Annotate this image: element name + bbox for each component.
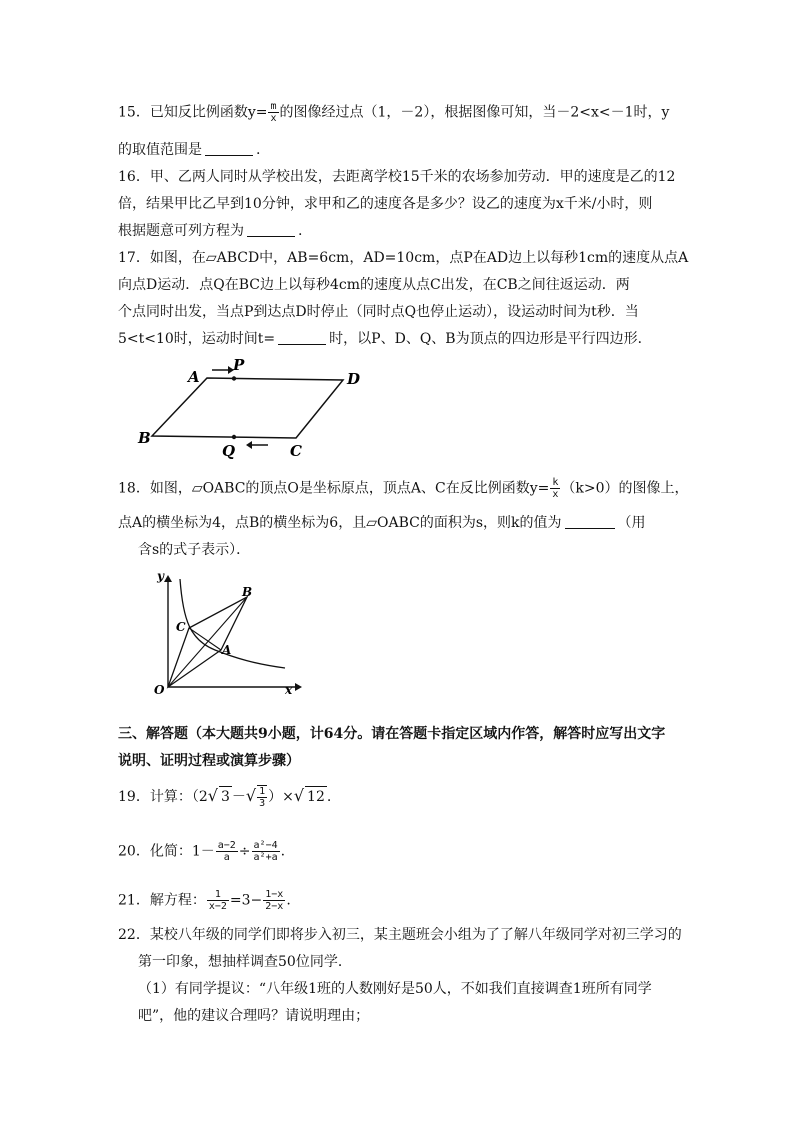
axis-label-x: x <box>285 683 293 697</box>
q19-radicand-1: 3 <box>219 786 232 807</box>
q19-radical-2: √ <box>245 786 257 805</box>
q18-line3: 含s的式子表示）． <box>138 542 251 558</box>
point-q-dot <box>232 435 236 439</box>
q15-frac-den: x <box>270 113 277 124</box>
q20-expression <box>118 840 678 863</box>
q20-frac1-num: a−2 <box>217 840 236 851</box>
q19-expression <box>118 785 678 809</box>
q17-parallelogram-figure <box>130 355 370 465</box>
q21-fraction-1 <box>207 889 229 912</box>
q16-text-end: . <box>298 223 303 239</box>
q21-prefix: 21．解方程： <box>118 892 206 909</box>
q18-text-a: 18．如图，▱OABC的顶点O是坐标原点，顶点A、C在反比例函数y= <box>118 480 550 497</box>
q18-fraction <box>550 477 560 500</box>
q18-line2 <box>118 513 678 533</box>
q18-coordinate-figure <box>135 565 305 700</box>
axis-label-y: y <box>157 569 164 583</box>
y-axis-arrow <box>164 575 172 582</box>
q15-frac-num: m <box>270 101 277 112</box>
q19-frac-num: 1 <box>259 786 266 797</box>
q19-fraction <box>257 785 267 809</box>
q17-line2: 向点D运动．点Q在BC边上以每秒4cm的速度从点C出发，在CB之间往返运动．两 <box>118 277 630 293</box>
q18-answer-blank[interactable] <box>565 514 615 529</box>
q20-frac2-den: a²+a <box>253 852 278 863</box>
q21-fraction-2 <box>263 889 285 912</box>
label-d: D <box>347 370 361 388</box>
q16-line2: 倍，结果甲比乙早到10分钟，求甲和乙的速度各是多少？设乙的速度为x千米/小时，则 <box>118 196 653 212</box>
label-c: C <box>290 442 302 460</box>
q17-line4 <box>118 329 678 349</box>
q15-answer-blank[interactable] <box>205 141 253 156</box>
q15-text-c: 的取值范围是 <box>118 142 202 158</box>
q16-text: 根据题意可列方程为 <box>118 223 244 239</box>
q15-text-b: 的图像经过点（1，－2），根据图像可知，当－2<x<－1时，y <box>279 104 670 121</box>
q18-text-b: （k>0）的图像上， <box>561 480 689 497</box>
q18-text-c: 点A的横坐标为4，点B的横坐标为6，且▱OABC的面积为s，则k的值为 <box>118 515 562 531</box>
q21-frac2-den: 2−x <box>265 901 284 912</box>
q20-frac2-num: a²−4 <box>253 840 278 851</box>
q18-text-d: （用 <box>617 515 646 531</box>
q19-frac-den: 3 <box>259 798 266 809</box>
label-b: B <box>138 429 151 447</box>
label-o: O <box>154 683 165 697</box>
q20-prefix: 20．化简：1－ <box>118 843 215 860</box>
q17-text-b: 时，以P、D、Q、B为顶点的四边形是平行四边形． <box>329 331 652 347</box>
q21-equals: =3− <box>229 892 263 909</box>
q15-fraction <box>268 101 278 124</box>
q20-divide: ÷ <box>238 843 251 860</box>
x-axis-arrow <box>295 683 302 691</box>
q15-text-a: 15．已知反比例函数y= <box>118 104 268 121</box>
q22-line2: 第一印象，想抽样调查50位同学． <box>138 954 352 970</box>
label-a: A <box>222 643 232 657</box>
label-b: B <box>242 585 253 599</box>
q18-line1 <box>118 477 689 500</box>
q20-fraction-2 <box>252 840 280 863</box>
section3-heading-line2: 说明、证明过程或演算步骤） <box>118 753 300 769</box>
section3-heading-line1: 三、解答题（本大题共9小题，计64分。请在答题卡指定区域内作答，解答时应写出文字 <box>118 726 666 742</box>
label-p: P <box>233 356 245 374</box>
q21-equation <box>118 889 678 912</box>
q19-mid: ）× <box>268 789 294 805</box>
q22-line4: 吧”，他的建议合理吗？请说明理由； <box>138 1008 370 1024</box>
q15-line1 <box>118 101 678 124</box>
q16-answer-blank[interactable] <box>247 222 295 237</box>
q17-text-a: 5<t<10时，运动时间t= <box>118 331 276 347</box>
q22-line3: （1）有同学提议：“八年级1班的人数刚好是50人，不如我们直接调查1班所有同学 <box>138 981 652 997</box>
q21-frac1-num: 1 <box>207 889 229 901</box>
q21-frac2-num: 1−x <box>265 889 284 900</box>
arrowhead-q <box>246 441 252 449</box>
q15-line2 <box>118 140 678 160</box>
q17-line1: 17．如图，在▱ABCD中，AB=6cm，AD=10cm，点P在AD边上以每秒1cm的速度从点A <box>118 250 689 266</box>
label-q: Q <box>222 442 236 460</box>
q19-end: . <box>326 789 332 805</box>
q21-frac1-den: x−2 <box>208 901 227 912</box>
q17-line3: 个点同时出发，当点P到达点D时停止（同时点Q也停止运动），设运动时间为t秒．当 <box>118 304 639 320</box>
label-a: A <box>188 368 200 386</box>
q18-frac-num: k <box>552 477 559 488</box>
q22-line1: 22．某校八年级的同学们即将步入初三，某主题班会小组为了了解八年级同学对初三学习的 <box>118 927 682 943</box>
q19-prefix: 19．计算：（2 <box>118 789 208 805</box>
label-c: C <box>176 620 186 634</box>
point-p-dot <box>232 376 236 380</box>
q20-end: . <box>280 843 286 860</box>
parallelogram-abcd <box>152 378 343 438</box>
q16-line3 <box>118 221 678 241</box>
q20-frac1-den: a <box>223 852 230 863</box>
q17-answer-blank[interactable] <box>278 330 326 345</box>
q21-end: . <box>286 892 291 909</box>
q19-radical-3: √ <box>293 786 305 805</box>
q15-text-end: . <box>256 142 261 158</box>
q18-frac-den: x <box>552 489 559 500</box>
q19-minus: － <box>231 789 246 805</box>
q19-radical-1: √ <box>207 786 218 805</box>
q19-radicand-2: 12 <box>305 786 327 807</box>
q20-fraction-1 <box>216 840 238 863</box>
q16-line1: 16．甲、乙两人同时从学校出发，去距离学校15千米的农场参加劳动．甲的速度是乙的12 <box>118 169 676 185</box>
diagonal-ob <box>168 597 247 687</box>
